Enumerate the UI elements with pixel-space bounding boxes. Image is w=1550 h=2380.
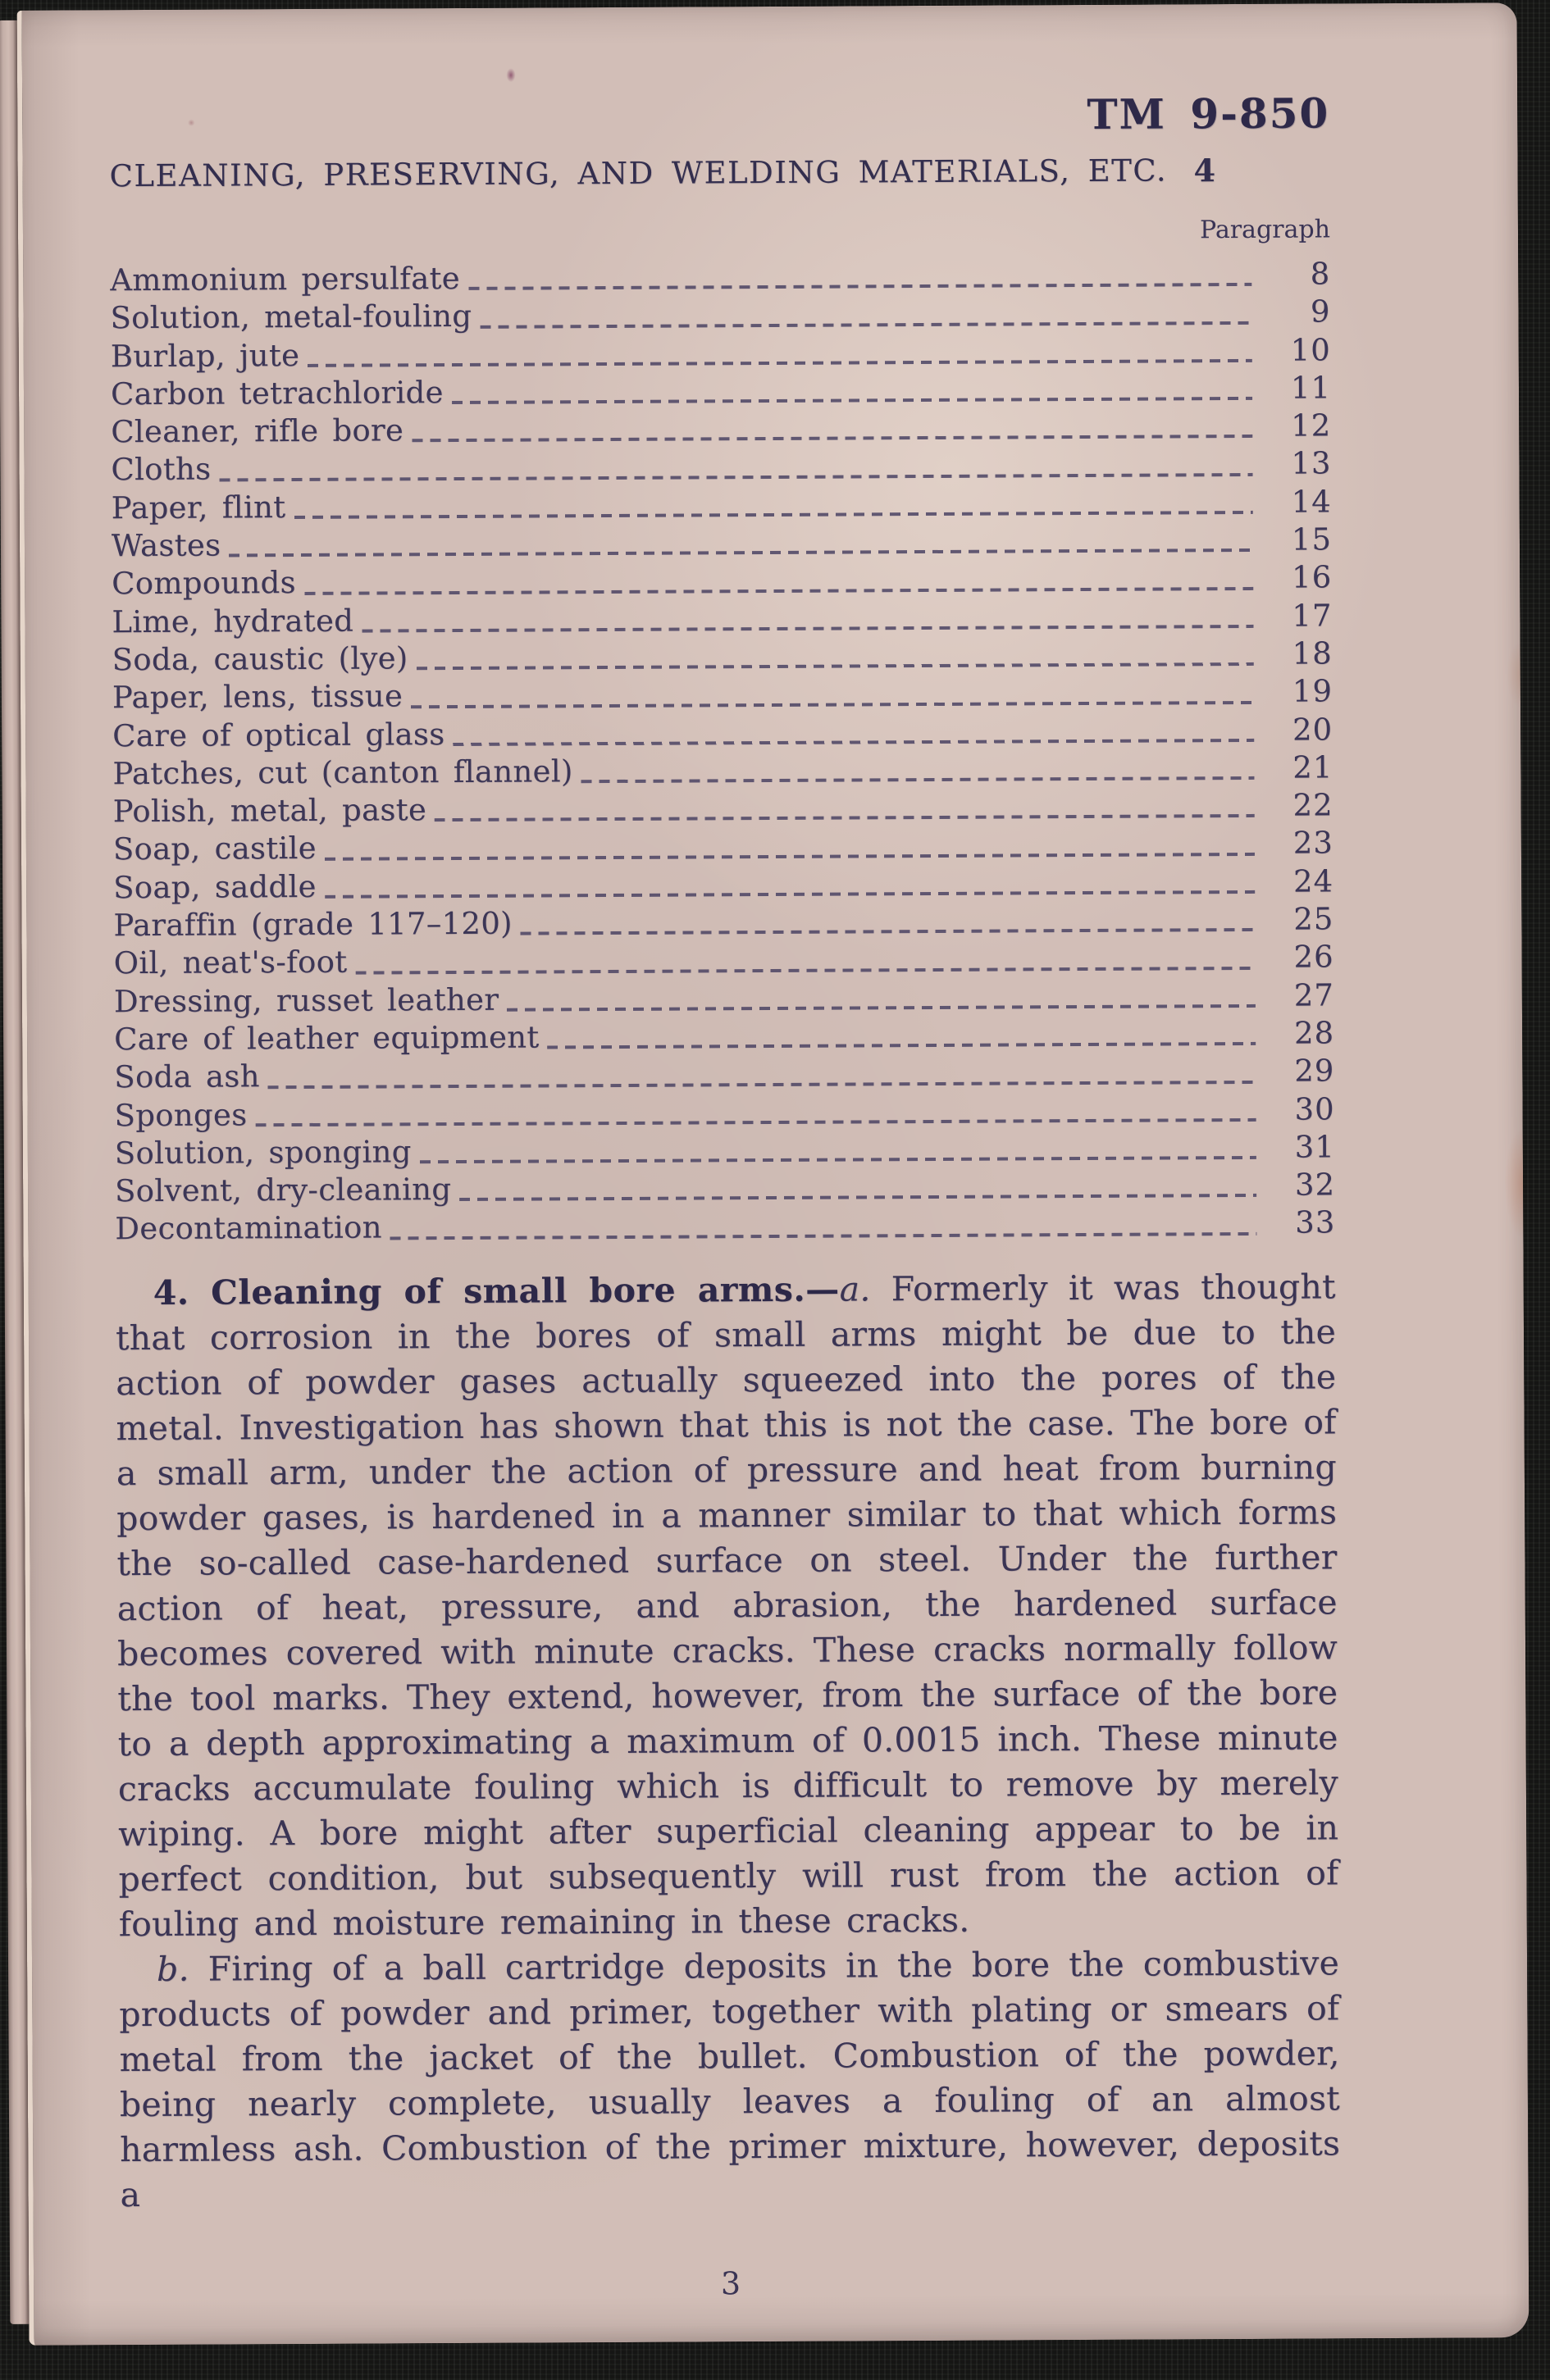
toc-item-paragraph: 16 [1291,559,1333,596]
paragraph-b-text: Firing of a ball cartridge deposits in the bore the combustive products of powder and primer, together with plating or smears of metal from the jacket of the bullet. Combustion of the powder, being nearly complete, usually leaves a fouling of an almost harmless ash. Combustion of the primer mixture, however, deposits a [119,1943,1341,2214]
paragraph-a-text: Formerly it was thought that corrosion in the bores of small arms might be due to the action of powder gases actually squeezed into the pores of the metal. Investigation has shown that this is not the case. The bore of a small arm, under the action of pressure and heat from burning powder gases, is hardened in a manner similar to that which forms the so-called case-hardened surface on steel. Under the further action of heat, pressure, and abrasion, the hardened surface becomes covered with minute cracks. These cracks normally follow the tool marks. They extend, however, from the surface of the bore to a depth approximating a maximum of 0.0015 inch. These minute cracks accumulate fouling which is difficult to remove by merely wiping. A bore might after superficial cleaning appear to be in perfect condition, but subsequently will rust from the action of fouling and moisture remaining in these cracks. [115,1267,1339,1944]
toc-row [112,674,1333,718]
toc-item-label: Cleaner, rifle bore [111,412,404,450]
toc-row [112,598,1332,642]
toc-row [112,521,1332,566]
toc-item-paragraph: 30 [1294,1090,1335,1127]
toc-leader-dashes [468,283,1251,290]
toc-item-label: Decontamination [115,1209,382,1247]
toc-leader-dashes [390,1232,1257,1240]
toc-item-paragraph: 12 [1291,407,1332,444]
toc-item-paragraph: 32 [1294,1167,1336,1203]
toc-item-label: Lime, hydrated [112,603,354,639]
toc-item-label: Care of optical glass [112,716,445,753]
toc-item-paragraph: 20 [1292,711,1333,748]
toc-item-label: Cloths [111,452,212,488]
toc-item-paragraph: 17 [1292,598,1333,634]
toc-leader-dashes [294,511,1252,519]
section-4-paragraph-b [119,1941,1341,2218]
toc-leader-dashes [420,1156,1256,1163]
toc-item-label: Wastes [111,527,221,564]
paragraph-column-label: Paragraph [1199,215,1331,245]
toc-item-paragraph: 25 [1293,901,1334,937]
running-title: CLEANING, PRESERVING, AND WELDING MATERIALS, ETC. [109,152,1168,194]
toc-item-label: Soap, saddle [113,868,317,905]
toc-row [112,749,1333,794]
toc-row [113,863,1333,908]
toc-leader-dashes [325,853,1255,861]
toc-row [111,408,1331,453]
toc-leader-dashes [521,928,1256,935]
em-dash: — [805,1269,840,1309]
toc-item-paragraph: 26 [1293,939,1334,976]
toc-row [115,1129,1335,1173]
toc-item-label: Paraffin (grade 117–120) [113,905,513,944]
toc-leader-dashes [268,1080,1256,1088]
toc-item-paragraph: 21 [1292,749,1333,785]
toc-leader-dashes [480,321,1251,329]
toc-item-label: Soda ash [114,1058,260,1095]
toc-leader-dashes [454,739,1255,746]
toc-leader-dashes [355,967,1255,975]
toc-list [110,256,1335,1249]
toc-item-paragraph: 31 [1294,1129,1335,1165]
toc-item-label: Compounds [112,565,297,602]
toc-row [114,1015,1334,1059]
toc-item-label: Care of leather equipment [114,1019,540,1058]
toc-leader-dashes [308,359,1252,367]
toc-item-paragraph: 10 [1290,332,1331,368]
toc-item-paragraph: 27 [1293,977,1334,1013]
toc-row [112,712,1333,756]
toc-item-paragraph: 29 [1294,1053,1335,1089]
toc-leader-dashes [459,1194,1256,1201]
toc-leader-dashes [452,397,1252,404]
toc-item-paragraph: 9 [1310,294,1331,330]
toc-item-paragraph: 18 [1292,635,1333,671]
toc-row [115,1091,1335,1135]
paragraph-b-letter: b. [156,1949,189,1989]
toc-item-paragraph: 8 [1310,256,1331,292]
toc-item-paragraph: 23 [1292,825,1334,862]
toc-leader-dashes [507,1004,1256,1012]
page-number: 3 [720,2264,741,2302]
toc-row [113,826,1333,870]
page-content [22,2,1529,2346]
toc-item-label: Solvent, dry-cleaning [114,1172,452,1209]
toc-row [113,788,1333,832]
toc-row [114,940,1334,984]
toc-row [111,446,1331,490]
scanned-book-page [17,2,1529,2346]
toc-leader-dashes [255,1118,1256,1126]
toc-row [111,332,1331,376]
toc-item-label: Paper, lens, tissue [112,678,403,716]
section-4-paragraph-a [116,1264,1339,1947]
toc-item-paragraph: 11 [1290,370,1332,406]
toc-item-paragraph: 24 [1292,863,1334,899]
toc-row [114,977,1334,1022]
toc-item-paragraph: 14 [1291,484,1332,520]
toc-item-label: Polish, metal, paste [112,792,427,830]
toc-item-label: Carbon tetrachloride [110,374,444,412]
toc-item-label: Soda, caustic (lye) [112,640,408,678]
toc-leader-dashes [548,1042,1256,1049]
toc-item-label: Sponges [114,1096,248,1133]
toc-row [115,1205,1335,1249]
toc-leader-dashes [229,548,1253,557]
toc-leader-dashes [325,890,1255,899]
toc-item-paragraph: 33 [1295,1204,1336,1241]
toc-leader-dashes [581,776,1255,783]
toc-row [112,560,1332,604]
toc-item-label: Paper, flint [111,489,286,526]
toc-row [112,484,1332,528]
toc-leader-dashes [411,700,1254,708]
section-heading: 4. Cleaning of small bore arms. [153,1269,806,1313]
manual-page [17,2,1529,2346]
toc-item-label: Solution, sponging [114,1134,412,1172]
toc-item-label: Soap, castile [112,830,317,867]
paragraph-a-letter: a. [839,1269,871,1309]
toc-item-label: Ammonium persulfate [110,260,461,298]
toc-row [112,635,1333,680]
toc-item-label: Burlap, jute [110,337,300,374]
tm-number: TM 9-850 [1087,89,1330,139]
toc-leader-dashes [417,662,1254,670]
toc-item-paragraph: 28 [1293,1015,1335,1051]
running-head [109,151,1329,198]
toc-row [115,1167,1335,1212]
toc-item-label: Patches, cut (canton flannel) [112,753,573,792]
toc-item-label: Solution, metal-fouling [110,298,472,336]
toc-item-paragraph: 15 [1291,521,1333,557]
toc-row [111,370,1331,414]
toc-item-label: Dressing, russet leather [113,981,499,1019]
running-paragraph-ref: 4 [1193,152,1216,189]
toc-leader-dashes [435,814,1255,821]
toc-leader-dashes [362,625,1253,633]
toc-item-paragraph: 13 [1291,445,1332,482]
toc-item-paragraph: 22 [1292,787,1333,823]
toc-item-label: Oil, neat's-foot [113,944,348,981]
toc-row [110,256,1330,300]
toc-leader-dashes [219,473,1252,482]
toc-leader-dashes [412,435,1252,442]
toc-row [113,901,1333,945]
toc-item-paragraph: 19 [1292,673,1333,709]
toc-row [114,1053,1334,1098]
toc-leader-dashes [304,587,1253,595]
toc-row [110,294,1330,339]
